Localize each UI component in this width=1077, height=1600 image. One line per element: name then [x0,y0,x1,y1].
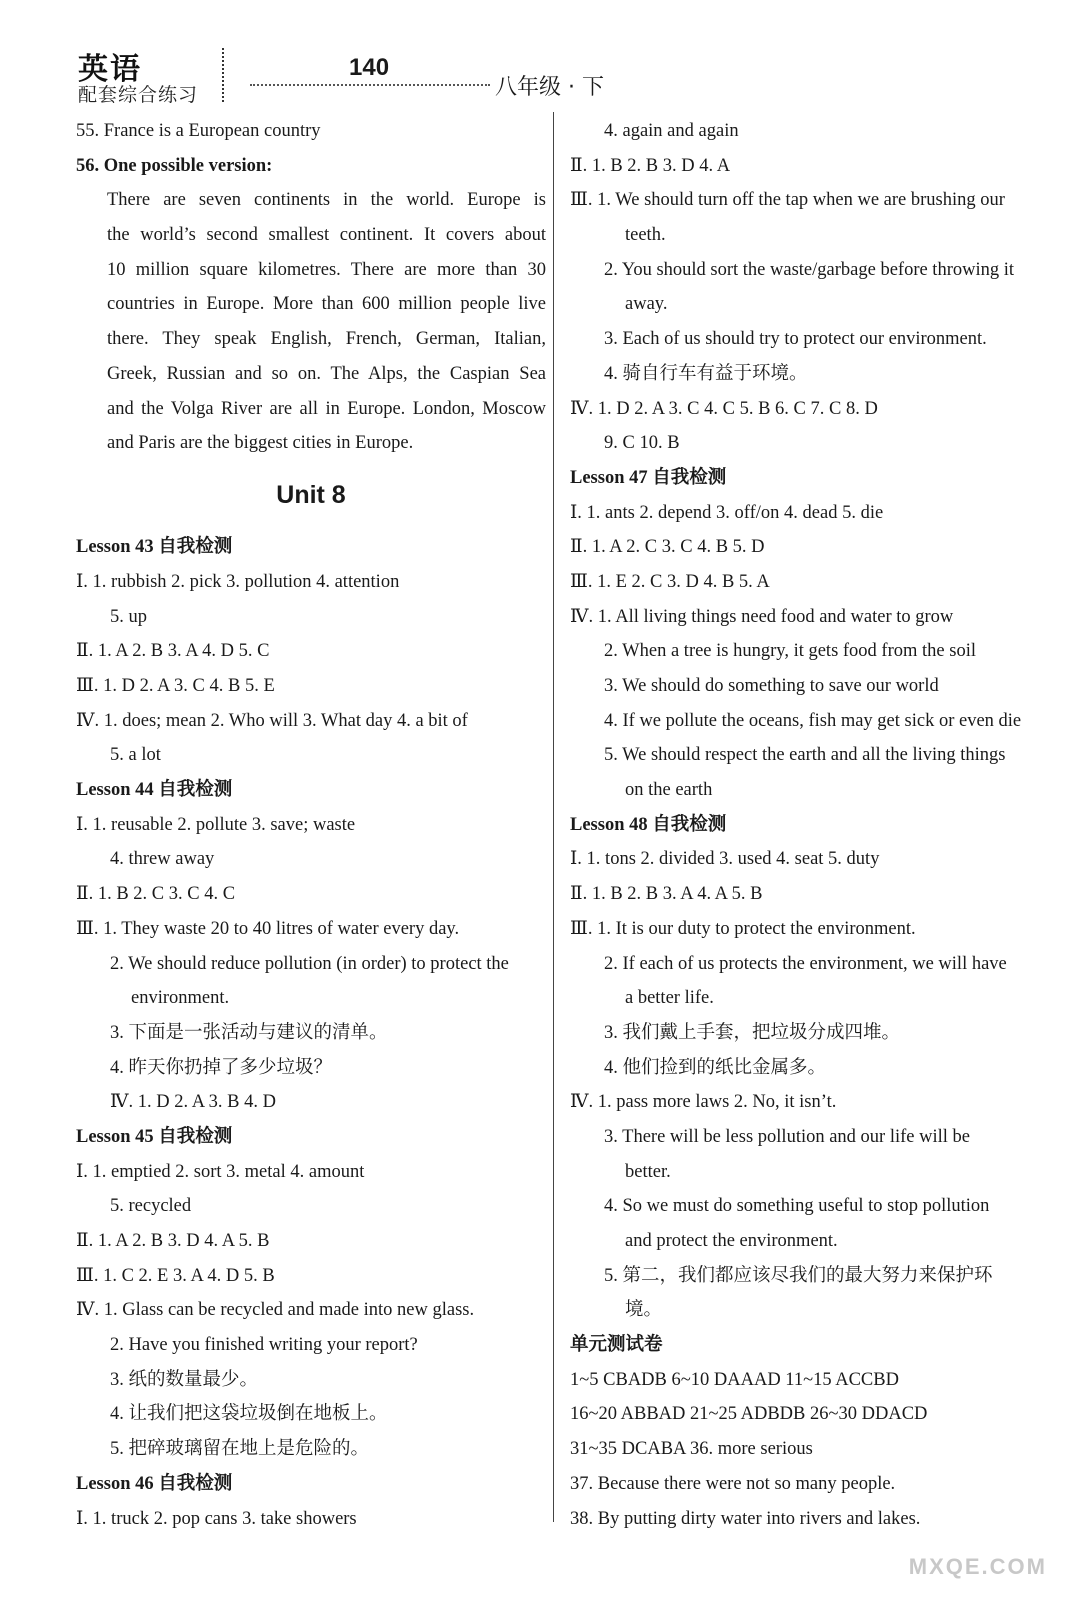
header-dotted-rule [250,84,490,86]
book-brand-subtitle: 配套综合练习 [78,84,199,106]
lesson-heading: Lesson 48 自我检测 [570,814,727,835]
answer-line: Ⅰ. 1. tons 2. divided 3. used 4. seat 5. duty [570,849,880,870]
answer-line: 3. There will be less pollution and our life will be [604,1126,970,1147]
answer-line: Ⅰ. 1. reusable 2. pollute 3. save; waste [76,814,356,835]
answer-line: a better life. [625,988,714,1009]
answer-line: 4. again and again [604,121,739,141]
answer-line: Ⅳ. 1. pass more laws 2. No, it isn’t. [570,1092,837,1113]
lesson-heading: 单元测试卷 [570,1335,663,1356]
essay-line: and the Volga River are all in Europe. London, Moscow [107,398,546,419]
essay-line: there. They speak English, French, German, Italian, [107,329,546,350]
answer-line: 5. 把碎玻璃留在地上是危险的。 [110,1439,370,1460]
answer-line: Ⅳ. 1. All living things need food and water to grow [570,606,954,627]
answer-line: 2. Have you finished writing your report? [110,1335,418,1356]
answer-line: Ⅱ. 1. B 2. B 3. A 4. A 5. B [570,884,763,905]
answer-line: Ⅰ. 1. ants 2. depend 3. off/on 4. dead 5. die [570,502,884,523]
answer-line: 5. a lot [110,745,161,766]
left-column [76,114,546,1536]
right-column [570,114,1050,1536]
answer-line: 38. By putting dirty water into rivers and lakes. [570,1508,921,1529]
lesson-heading: Lesson 47 自我检测 [570,467,727,488]
answer-line: 5. up [110,606,147,627]
answer-line: Ⅲ. 1. They waste 20 to 40 litres of water every day. [76,918,460,939]
answer-line: 1~5 CBADB 6~10 DAAAD 11~15 ACCBD [570,1369,899,1390]
answer-line: Ⅳ. 1. D 2. A 3. C 4. C 5. B 6. C 7. C 8. D [570,398,878,419]
essay-line: 10 million square kilometres. There are more than 30 [107,259,546,280]
answer-line: Ⅲ. 1. We should turn off the tap when we are brushing our [570,190,1005,211]
header-divider [222,48,224,102]
essay-line: There are seven continents in the world. Europe is [107,190,546,211]
answer-line: 2. We should reduce pollution (in order) to protect the [110,953,509,974]
answer-line: Ⅳ. 1. D 2. A 3. B 4. D [110,1092,276,1113]
site-watermark: MXQE.COM [908,1554,1047,1579]
answer-line: 5. recycled [110,1196,192,1217]
grade-label: 八年级 · 下 [495,75,604,100]
answer-line: 2. When a tree is hungry, it gets food from the soil [604,641,976,662]
answer-line: teeth. [625,225,666,246]
answer-line: better. [625,1161,671,1182]
answer-line: Ⅱ. 1. A 2. C 3. C 4. B 5. D [570,537,765,558]
answer-line: Ⅰ. 1. rubbish 2. pick 3. pollution 4. attention [76,571,400,592]
answer-heading: 56. One possible version: [76,155,273,176]
answer-line: Ⅱ. 1. A 2. B 3. A 4. D 5. C [76,641,270,662]
essay-line: and Paris are the biggest cities in Europe. [107,433,414,454]
answer-line: 4. So we must do something useful to stop pollution [604,1196,990,1217]
answer-line: away. [625,294,668,315]
page-number: 140 [349,54,390,81]
answer-line: 3. Each of us should try to protect our environment. [604,329,987,350]
answer-line: 5. We should respect the earth and all the living things [604,745,1006,766]
answer-line: Ⅲ. 1. It is our duty to protect the environment. [570,918,916,939]
answer-line: 3. 纸的数量最少。 [110,1369,259,1390]
answer-line: 2. You should sort the waste/garbage before throwing it [604,259,1015,280]
essay-line: the world’s second smallest continent. It covers about [107,225,546,246]
answer-line: 3. 我们戴上手套，把垃圾分成四堆。 [604,1022,901,1043]
answer-line: Ⅲ. 1. C 2. E 3. A 4. D 5. B [76,1265,275,1286]
answer-line: Ⅲ. 1. D 2. A 3. C 4. B 5. E [76,676,275,697]
answer-line: 31~35 DCABA 36. more serious [570,1439,813,1460]
page-header [0,0,1077,110]
answer-line: Ⅰ. 1. emptied 2. sort 3. metal 4. amount [76,1161,365,1182]
answer-line: Ⅲ. 1. E 2. C 3. D 4. B 5. A [570,571,770,592]
essay-line: Greek, Russian and so on. The Alps, the Caspian Sea [107,363,546,384]
answer-line: 境。 [625,1300,663,1321]
answer-line: 4. 骑自行车有益于环境。 [604,363,808,384]
answer-line: 55. France is a European country [76,121,321,141]
answer-line: and protect the environment. [625,1231,838,1251]
column-divider [553,112,554,1522]
essay-line: countries in Europe. More than 600 million people live [107,294,546,315]
answer-line: 4. 他们捡到的纸比金属多。 [604,1057,827,1078]
lesson-heading: Lesson 45 自我检测 [76,1126,233,1147]
answer-line: on the earth [625,780,713,801]
answer-line: 4. threw away [110,849,215,870]
answer-line: Ⅱ. 1. A 2. B 3. D 4. A 5. B [76,1231,270,1252]
answer-line: environment. [131,988,230,1009]
answer-line: 9. C 10. B [604,433,680,454]
answer-line: 5. 第二，我们都应该尽我们的最大努力来保护环 [604,1265,993,1286]
lesson-heading: Lesson 46 自我检测 [76,1473,233,1494]
answer-line: 37. Because there were not so many people. [570,1473,896,1494]
answer-line: Ⅰ. 1. truck 2. pop cans 3. take showers [76,1508,357,1529]
answer-line: 4. 让我们把这袋垃圾倒在地板上。 [110,1404,388,1425]
answer-line: Ⅳ. 1. does; mean 2. Who will 3. What day 4. a bit of [76,710,468,731]
book-brand-title: 英语 [78,52,142,87]
answer-line: Ⅱ. 1. B 2. C 3. C 4. C [76,884,236,905]
answer-line: 3. We should do something to save our world [604,676,939,696]
unit-title: Unit 8 [276,480,346,509]
lesson-heading: Lesson 43 自我检测 [76,537,233,558]
answer-line: Ⅳ. 1. Glass can be recycled and made into new glass. [76,1300,475,1321]
answer-line: 2. If each of us protects the environment, we will have [604,953,1007,974]
answer-line: 3. 下面是一张活动与建议的清单。 [110,1022,388,1043]
lesson-heading: Lesson 44 自我检测 [76,780,233,801]
answer-line: 4. 昨天你扔掉了多少垃圾？ [110,1057,333,1078]
answer-line: 4. If we pollute the oceans, fish may get sick or even die [604,710,1022,731]
answer-line: Ⅱ. 1. B 2. B 3. D 4. A [570,155,731,176]
answer-line: 16~20 ABBAD 21~25 ADBDB 26~30 DDACD [570,1404,928,1425]
